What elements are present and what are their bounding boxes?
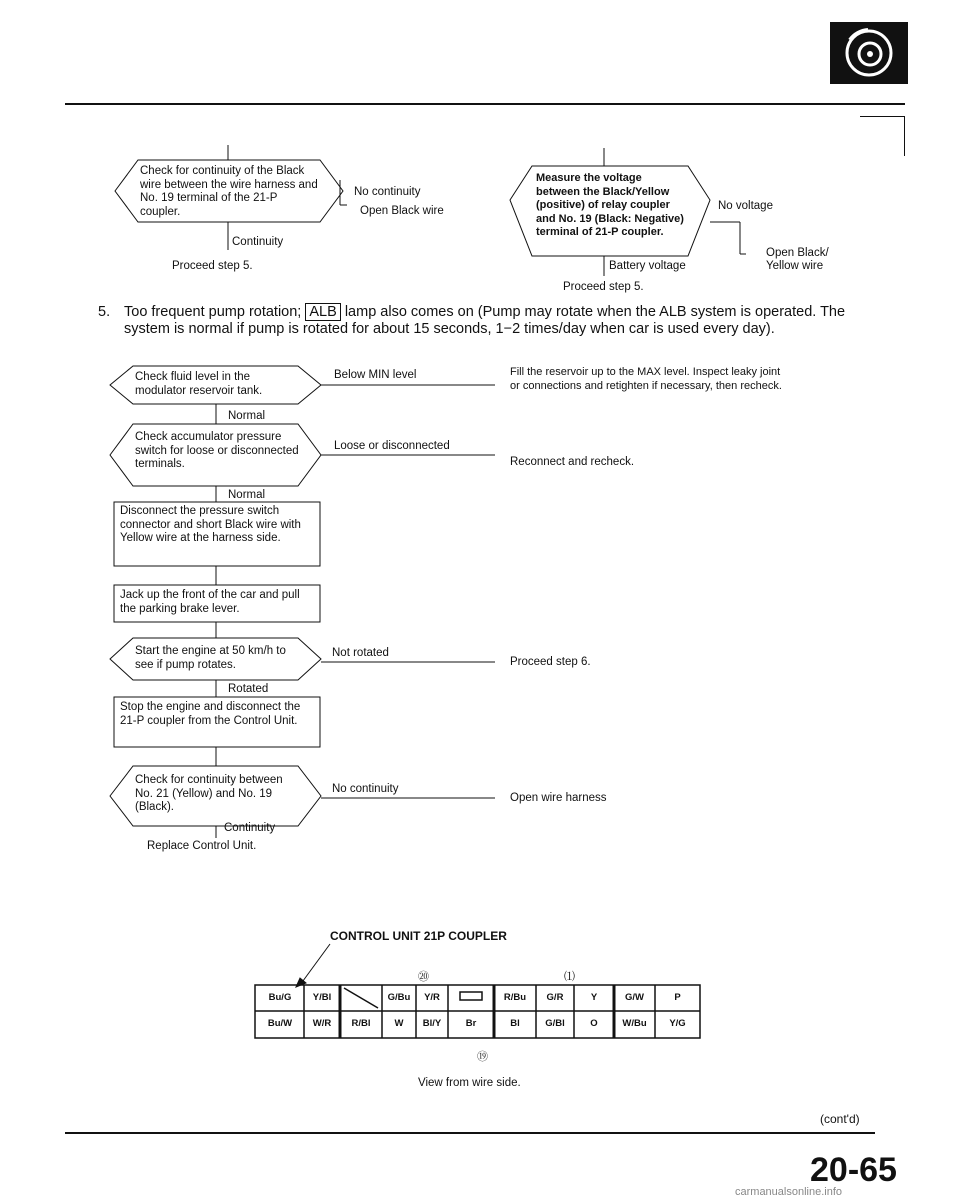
no-voltage-label: No voltage <box>718 200 773 212</box>
pin-r-bu: R/Bu <box>503 992 527 1003</box>
page-number: 20-65 <box>810 1151 897 1189</box>
measure-voltage-text: Measure the voltage between the Black/Yellow (positive) of relay coupler and No. 19 (Black: Negative) terminal of 21-P coupler. <box>536 172 684 238</box>
pin-w-r: W/R <box>312 1018 332 1029</box>
battery-voltage-label: Battery voltage <box>609 260 686 272</box>
fill-reservoir-text: Fill the reservoir up to the MAX level. Inspect leaky joint or connections and retighten if necessary, then recheck. <box>510 366 782 392</box>
check-black-wire-text: Check for continuity of the Black wire between the wire harness and No. 19 terminal of the 21-P coupler. <box>140 165 318 218</box>
alb-lamp-badge: ALB <box>305 303 340 321</box>
check-continuity-text: Check for continuity between No. 21 (Yellow) and No. 19 (Black). <box>135 774 283 813</box>
proceed-step5-label-2: Proceed step 5. <box>563 281 644 293</box>
disconnect-switch-text: Disconnect the pressure switch connector and short Black wire with Yellow wire at the harness side. <box>120 505 301 544</box>
no-continuity-label-2: No continuity <box>332 783 399 795</box>
pin-br: Br <box>465 1018 477 1029</box>
proceed-step5-label: Proceed step 5. <box>172 260 253 272</box>
pin-bl-y: Bl/Y <box>422 1018 442 1029</box>
pin-y-g: Y/G <box>669 1018 686 1029</box>
pin-y: Y <box>590 992 598 1003</box>
pin-o: O <box>590 1018 598 1029</box>
pin-p: P <box>674 992 681 1003</box>
proceed-step6-label: Proceed step 6. <box>510 656 591 668</box>
step5-text-a: Too frequent pump rotation; <box>124 304 302 320</box>
pin-g-bl: G/Bl <box>545 1018 565 1029</box>
check-fluid-level-text: Check fluid level in the modulator reservoir tank. <box>135 371 263 397</box>
cont-label: (cont'd) <box>820 1112 860 1126</box>
pin-21-marker: ⑴ <box>564 971 575 983</box>
footer-rule <box>65 1132 875 1134</box>
pin-bu-w: Bu/W <box>267 1018 293 1029</box>
below-min-level-label: Below MIN level <box>334 369 417 381</box>
watermark: carmanualsonline.info <box>735 1186 843 1198</box>
pin-bl: Bl <box>510 1018 520 1029</box>
step5-text-b: lamp also comes on (Pump may rotate when the ALB system is operated. The <box>344 304 846 320</box>
step-number: 5. <box>98 304 111 320</box>
pin-w-bu: W/Bu <box>622 1018 647 1029</box>
pin-r-bl: R/Bl <box>351 1018 371 1029</box>
loose-disconnected-label: Loose or disconnected <box>334 440 450 452</box>
pin-19-marker: ⑲ <box>477 1051 488 1063</box>
pin-g-r: G/R <box>546 992 564 1003</box>
pin-20-marker: ⑳ <box>418 971 429 983</box>
open-black-yellow-label: Open Black/ Yellow wire <box>766 247 829 272</box>
normal-label-2: Normal <box>228 489 266 501</box>
jack-up-car-text: Jack up the front of the car and pull the parking brake lever. <box>120 589 300 615</box>
pin-g-bu: G/Bu <box>387 992 411 1003</box>
not-rotated-label: Not rotated <box>332 647 389 659</box>
pin-g-w: G/W <box>625 992 644 1003</box>
rotated-label: Rotated <box>228 683 269 695</box>
pin-bu-g: Bu/G <box>268 992 292 1003</box>
open-black-wire-label: Open Black wire <box>360 205 444 217</box>
continuity-label-2: Continuity <box>224 822 276 834</box>
connector-title: CONTROL UNIT 21P COUPLER <box>330 929 507 943</box>
pin-y-bl: Y/Bl <box>312 992 332 1003</box>
replace-control-unit-label: Replace Control Unit. <box>147 840 257 852</box>
pin-y-r: Y/R <box>424 992 440 1003</box>
no-continuity-label: No continuity <box>354 186 421 198</box>
normal-label-1: Normal <box>228 410 266 422</box>
open-wire-harness-label: Open wire harness <box>510 792 607 804</box>
view-caption: View from wire side. <box>418 1077 521 1089</box>
start-engine-text: Start the engine at 50 km/h to see if pump rotates. <box>135 645 286 671</box>
pin-w: W <box>394 1018 404 1029</box>
stop-engine-text: Stop the engine and disconnect the 21-P coupler from the Control Unit. <box>120 701 301 727</box>
continuity-label: Continuity <box>232 236 284 248</box>
reconnect-recheck-label: Reconnect and recheck. <box>510 456 635 468</box>
check-accumulator-text: Check accumulator pressure switch for loose or disconnected terminals. <box>135 431 299 470</box>
step5-text-c: system is normal if pump is rotated for about 15 seconds, 1−2 times/day when car is used every day). <box>124 321 775 337</box>
